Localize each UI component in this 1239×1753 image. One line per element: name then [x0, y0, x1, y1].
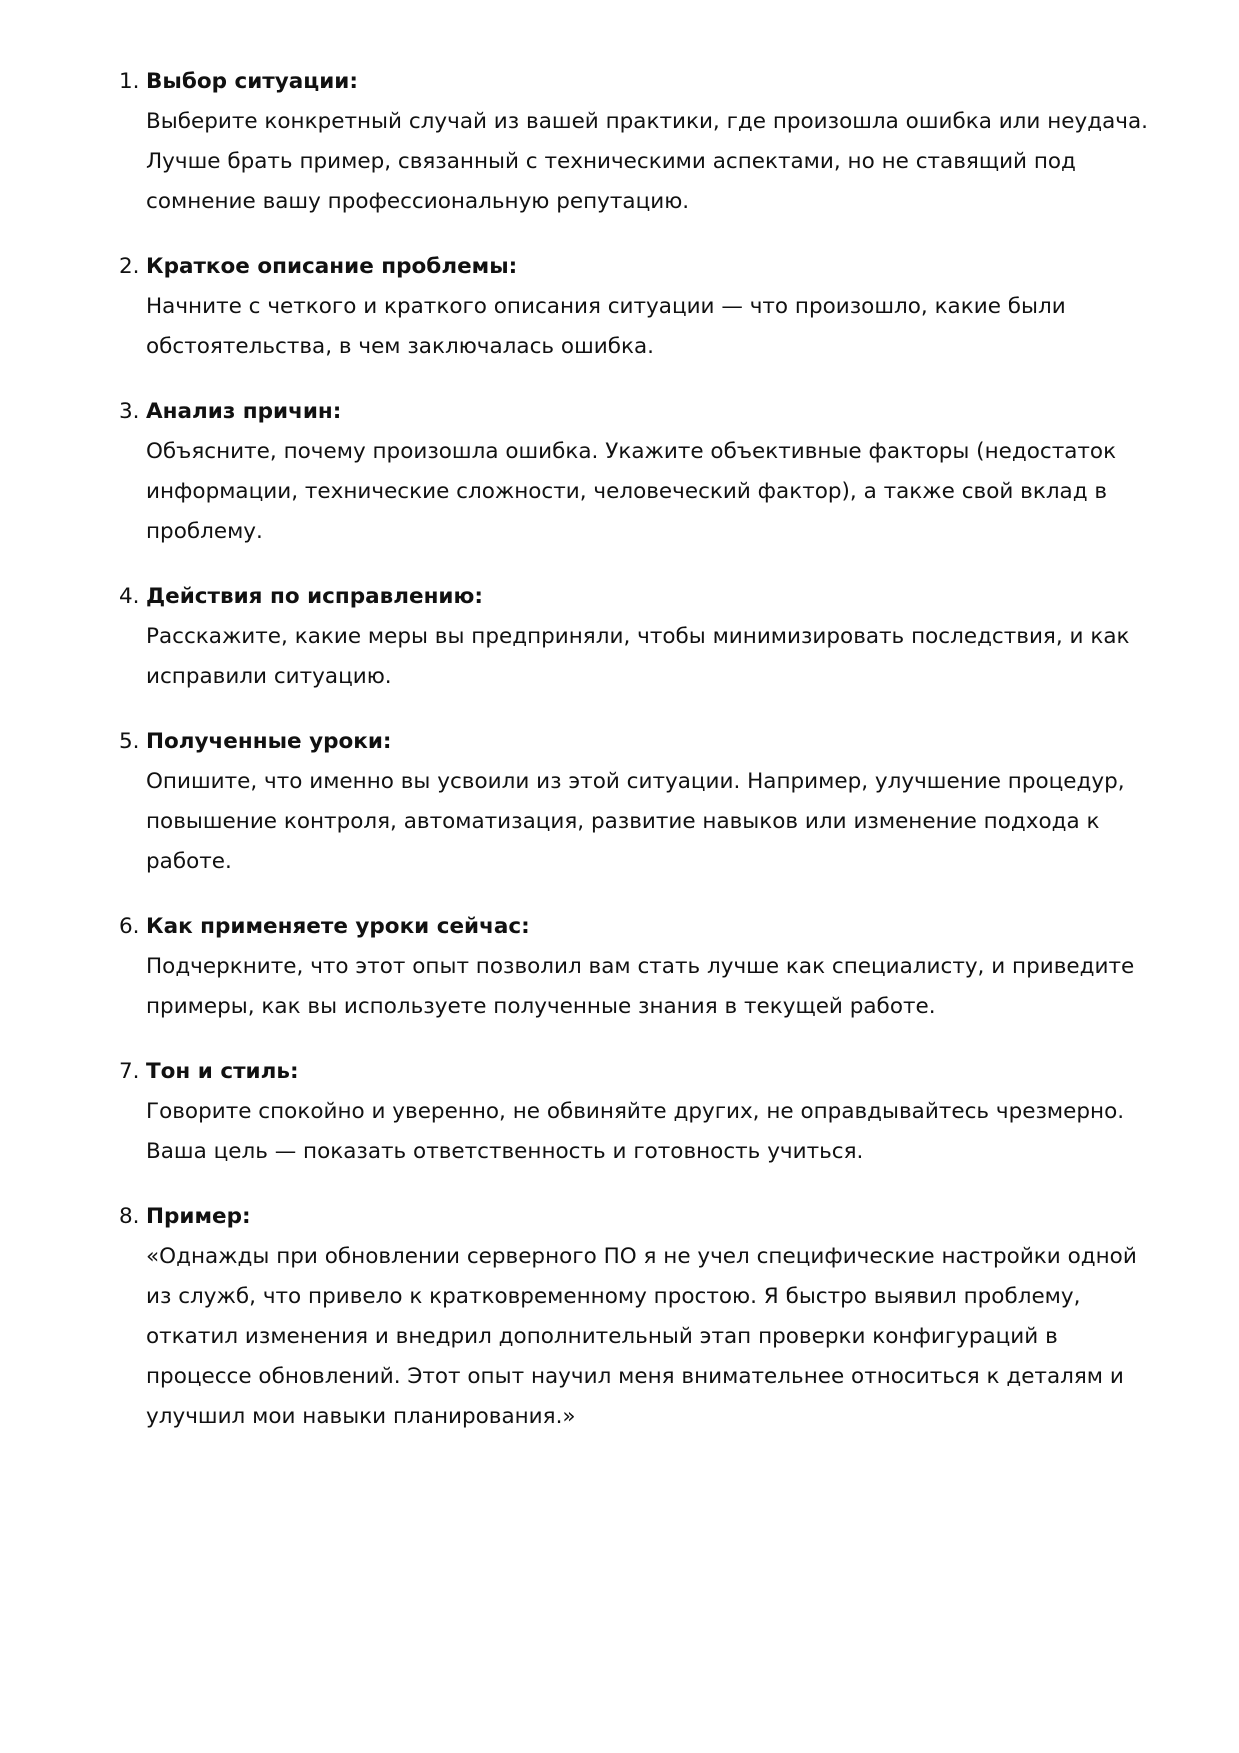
item-title: Как применяете уроки сейчас: [146, 914, 530, 939]
item-number: 4. [119, 584, 140, 609]
numbered-list [100, 62, 1160, 1462]
item-number: 5. [119, 729, 140, 754]
item-number: 6. [119, 914, 140, 939]
item-title: Пример: [146, 1204, 251, 1229]
item-line: откатил изменения и внедрил дополнительный этап проверки конфигураций в [146, 1324, 1058, 1349]
item-line: из служб, что привело к кратковременному простою. Я быстро выявил проблему, [146, 1284, 1081, 1309]
item-line: Подчеркните, что этот опыт позволил вам стать лучше как специалисту, и приведите [146, 954, 1135, 979]
list-item [100, 1197, 1160, 1437]
list-item [100, 907, 1160, 1027]
list-item [100, 577, 1160, 697]
item-line: Начните с четкого и краткого описания ситуации — что произошло, какие были [146, 294, 1066, 319]
item-line: сомнение вашу профессиональную репутацию. [146, 189, 690, 214]
list-item [100, 722, 1160, 882]
item-line: примеры, как вы используете полученные знания в текущей работе. [146, 994, 936, 1019]
item-line: Расскажите, какие меры вы предприняли, чтобы минимизировать последствия, и как [146, 624, 1130, 649]
item-title: Выбор ситуации: [146, 69, 358, 94]
item-line: улучшил мои навыки планирования.» [146, 1404, 576, 1429]
item-line: Выберите конкретный случай из вашей практики, где произошла ошибка или неудача. [146, 109, 1148, 134]
item-number: 8. [119, 1204, 140, 1229]
item-line: процессе обновлений. Этот опыт научил меня внимательнее относиться к деталям и [146, 1364, 1124, 1389]
item-line: исправили ситуацию. [146, 664, 392, 689]
list-item [100, 62, 1160, 222]
item-line: Говорите спокойно и уверенно, не обвиняйте других, не оправдывайтесь чрезмерно. [146, 1099, 1125, 1124]
item-line: Лучше брать пример, связанный с техническими аспектами, но не ставящий под [146, 149, 1076, 174]
item-line: обстоятельства, в чем заключалась ошибка. [146, 334, 654, 359]
item-line: Объясните, почему произошла ошибка. Укажите объективные факторы (недостаток [146, 439, 1117, 464]
item-title: Действия по исправлению: [146, 584, 483, 609]
item-title: Анализ причин: [146, 399, 342, 424]
list-item [100, 247, 1160, 367]
item-number: 1. [119, 69, 140, 94]
item-line: Ваша цель — показать ответственность и готовность учиться. [146, 1139, 864, 1164]
item-title: Краткое описание проблемы: [146, 254, 518, 279]
item-line: проблему. [146, 519, 263, 544]
list-item [100, 392, 1160, 552]
item-number: 2. [119, 254, 140, 279]
item-line: Опишите, что именно вы усвоили из этой ситуации. Например, улучшение процедур, [146, 769, 1125, 794]
item-title: Полученные уроки: [146, 729, 392, 754]
item-number: 3. [119, 399, 140, 424]
item-line: информации, технические сложности, человеческий фактор), а также свой вклад в [146, 479, 1108, 504]
item-title: Тон и стиль: [146, 1059, 299, 1084]
item-number: 7. [119, 1059, 140, 1084]
list-item [100, 1052, 1160, 1172]
item-line: работе. [146, 849, 232, 874]
item-line: «Однажды при обновлении серверного ПО я не учел специфические настройки одной [146, 1244, 1137, 1269]
item-line: повышение контроля, автоматизация, развитие навыков или изменение подхода к [146, 809, 1100, 834]
